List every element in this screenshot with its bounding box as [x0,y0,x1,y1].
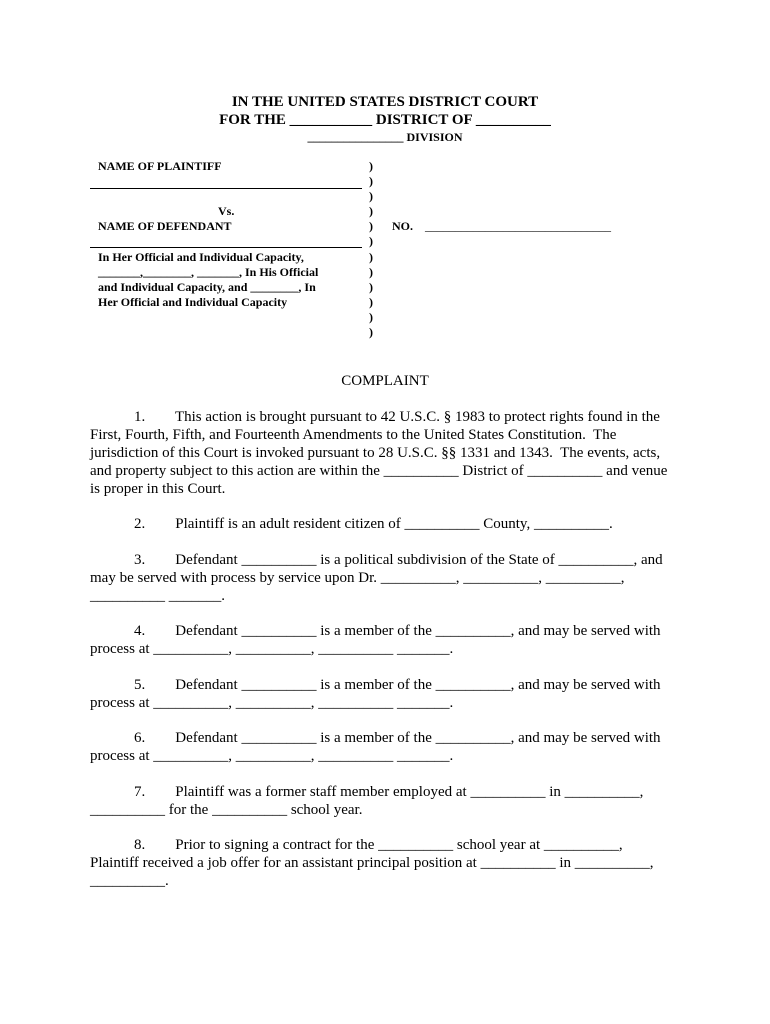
paragraph-line: process at __________, __________, __________ _______. [90,748,454,764]
capacity-line: In Her Official and Individual Capacity, [98,250,304,264]
paragraph-line: 5. Defendant __________ is a member of the __________, and may be served with [134,677,661,693]
paragraph-line: 6. Defendant __________ is a member of the __________, and may be served with [134,730,661,746]
defendant-name-line [90,247,362,248]
paragraph-line: 4. Defendant __________ is a member of the __________, and may be served with [134,623,661,639]
paragraph-2 [90,515,690,533]
paragraph-6 [90,729,690,765]
paragraph-1 [90,408,690,498]
case-number-label: NO. [392,219,413,233]
paragraph-line: __________ _______. [90,588,225,604]
paragraph-4 [90,622,690,658]
paragraph-line: process at __________, __________, __________ _______. [90,695,454,711]
caption-parentheses: ) ) ) ) ) ) ) ) ) ) ) ) [369,159,373,340]
paragraph-line: 7. Plaintiff was a former staff member employed at __________ in __________, [134,784,644,800]
capacity-line: Her Official and Individual Capacity [98,295,288,309]
paragraph-line: 8. Prior to signing a contract for the __________ school year at __________, [134,837,623,853]
capacity-line: _______,________, _______, In His Official [98,265,319,279]
paragraph-line: __________. [90,873,169,889]
paragraph-line: Plaintiff received a job offer for an assistant principal position at __________ in __________, [90,855,654,871]
paragraph-5 [90,676,690,712]
paragraph-line: 3. Defendant __________ is a political subdivision of the State of __________, and [134,552,663,568]
paragraph-7 [90,783,690,819]
paragraph-line: __________ for the __________ school year. [90,802,363,818]
capacity-line: and Individual Capacity, and ________, In [98,280,316,294]
paragraph-line: may be served with process by service upon Dr. __________, __________, __________, [90,570,625,586]
paragraph-line: First, Fourth, Fifth, and Fourteenth Amendments to the United States Constitution. The [90,427,617,443]
defendant-label: NAME OF DEFENDANT [98,219,232,233]
plaintiff-label: NAME OF PLAINTIFF [98,159,222,173]
plaintiff-name-line [90,188,362,189]
paragraph-8 [90,836,690,890]
paragraph-line: is proper in this Court. [90,481,226,497]
division-line: ________________ DIVISION [307,130,463,144]
paragraph-line: 2. Plaintiff is an adult resident citizen of __________ County, __________. [134,516,613,532]
versus-label: Vs. [218,204,235,218]
complaint-title: COMPLAINT [341,373,429,389]
district-line: FOR THE ___________ DISTRICT OF __________ [219,112,551,128]
paragraph-line: jurisdiction of this Court is invoked pursuant to 28 U.S.C. §§ 1331 and 1343. The events, acts, [90,445,661,461]
paragraph-line: 1. This action is brought pursuant to 42 U.S.C. § 1983 to protect rights found in the [134,409,660,425]
paragraph-line: process at __________, __________, __________ _______. [90,641,454,657]
paragraph-3 [90,551,690,605]
court-title: IN THE UNITED STATES DISTRICT COURT [231,94,539,110]
paragraph-line: and property subject to this action are within the __________ District of __________ and venue [90,463,668,479]
case-number-field: _______________________________ [425,219,611,233]
